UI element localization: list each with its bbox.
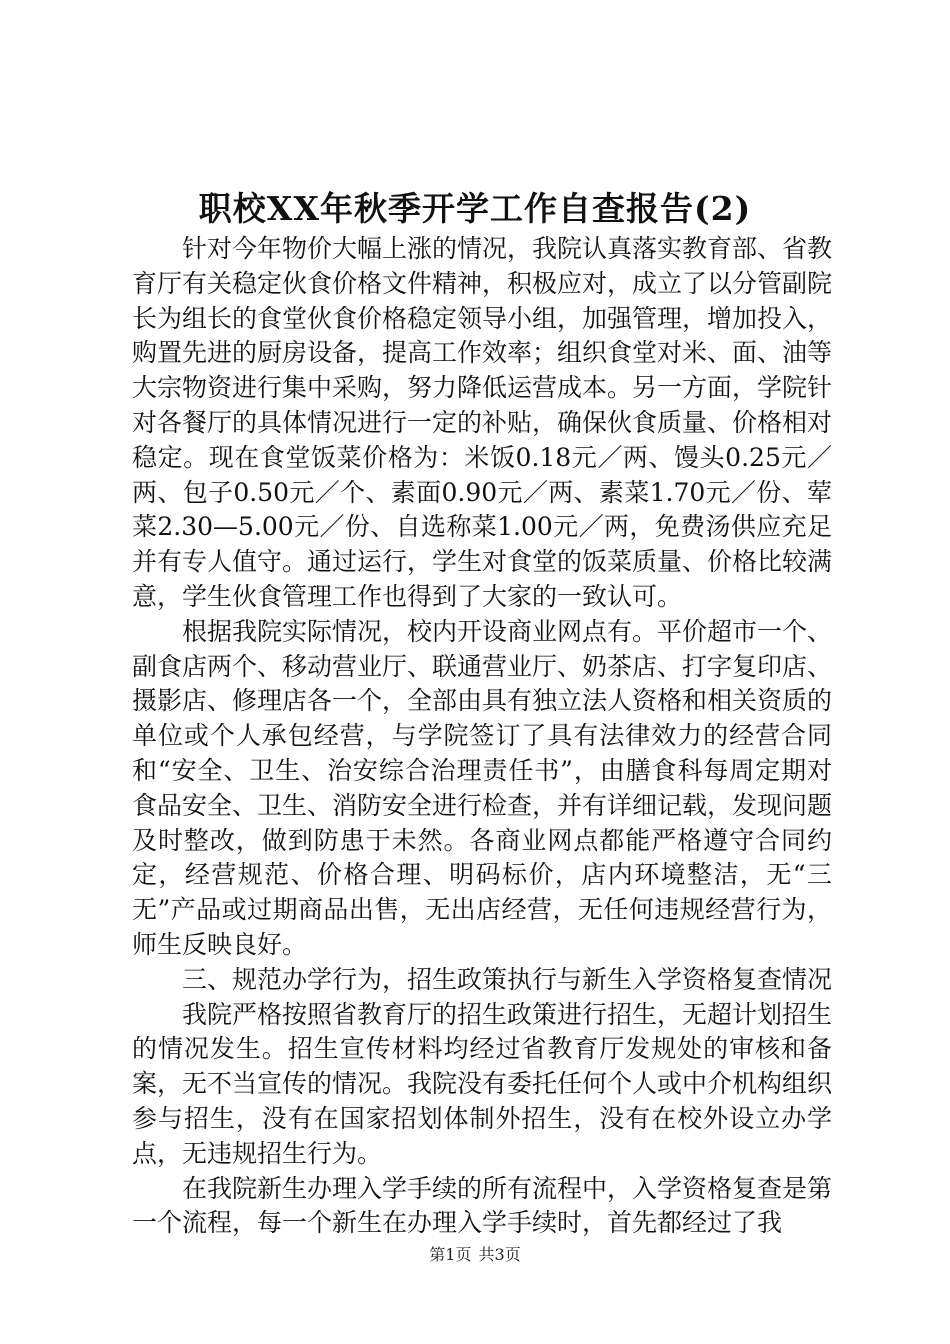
document-body xyxy=(132,232,832,1241)
paragraph-commercial-outlets: 根据我院实际情况，校内开设商业网点有。平价超市一个、副食店两个、移动营业厅、联通营业厅、奶茶店、打字复印店、摄影店、修理店各一个，全部由具有独立法人资格和相关资质的单位或个人承包经营，与学院签订了具有法律效力的经营合同和“安全、卫生、治安综合治理责任书”，由膳食科每周定期对食品安全、卫生、消防安全进行检查，并有详细记载，发现问题及时整改，做到防患于未然。各商业网点都能严格遵守合同约定，经营规范、价格合理、明码标价，店内环境整洁，无“三无”产品或过期商品出售，无出店经营，无任何违规经营行为，师生反映良好。 xyxy=(132,616,833,959)
page-footer xyxy=(0,1244,950,1266)
document-title: 职校XX年秋季开学工作自查报告(2) xyxy=(198,189,752,228)
section-heading-enrollment: 三、规范办学行为，招生政策执行与新生入学资格复查情况 xyxy=(182,964,833,994)
page-number: 第1页 xyxy=(429,1245,472,1264)
paragraph-canteen-prices: 针对今年物价大幅上涨的情况，我院认真落实教育部、省教育厅有关稳定伙食价格文件精神，积极应对，成立了以分管副院长为组长的食堂伙食价格稳定领导小组，加强管理，增加投入，购置先进的厨房设备，提高工作效率；组织食堂对米、面、油等大宗物资进行集中采购，努力降低运营成本。另一方面，学院针对各餐厅的具体情况进行一定的补贴，确保伙食质量、价格相对稳定。现在食堂饭菜价格为：米饭0.18元／两、馒头0.25元／两、包子0.50元／个、素面0.90元／两、素菜1.70元／份、荤菜2.30—5.00元／份、自选称菜1.00元／两，免费汤供应充足并有专人值守。通过运行，学生对食堂的饭菜质量、价格比较满意，学生伙食管理工作也得到了大家的一致认可。 xyxy=(132,234,833,611)
page-total: 共3页 xyxy=(478,1245,521,1264)
paragraph-enrollment-policy: 我院严格按照省教育厅的招生政策进行招生，无超计划招生的情况发生。招生宣传材料均经过省教育厅发规处的审核和备案，无不当宣传的情况。我院没有委托任何个人或中介机构组织参与招生，没有在国家招划体制外招生，没有在校外设立办学点，无违规招生行为。 xyxy=(132,999,833,1168)
paragraph-qualification-review: 在我院新生办理入学手续的所有流程中，入学资格复查是第一个流程，每一个新生在办理入学手续时，首先都经过了我 xyxy=(132,1173,833,1238)
